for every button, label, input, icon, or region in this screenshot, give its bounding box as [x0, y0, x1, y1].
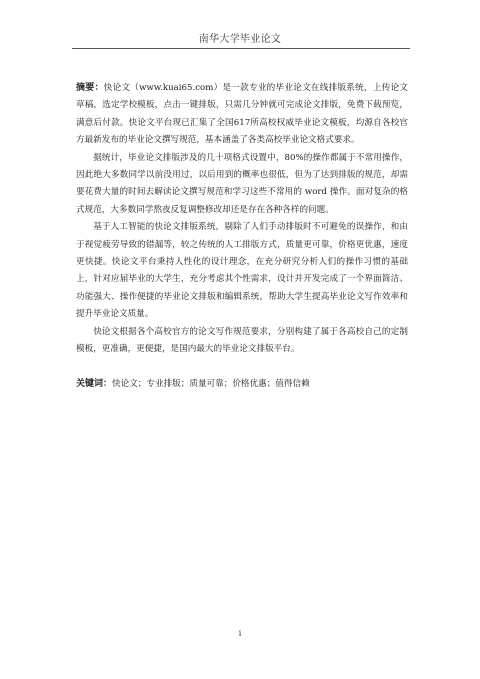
abstract-section	[76, 80, 408, 393]
abstract-paragraph-2: 据统计，毕业论文排版涉及的几十项格式设置中，80%的操作都属于不常用操作，因此绝大多数同学以前没用过，以后用到的概率也很低，但为了达到排版的规范，却需要花费大量的时间去解读论文撰写规范和学习这些不常用的 word 操作。面对复杂的格式规范，大多数同学熬夜反复调整修改却还是存在各种各样的问题。	[76, 152, 408, 215]
abstract-paragraph-1-text: 快论文（www.kuai65.com）是一款专业的毕业论文在线排版系统，上传论文草稿，选定学校模板，点击一键排版，只需几分钟就可完成论文排版，免费下载预览，满意后付款。快论文平台现已汇集了全国617所高校权威毕业论文模板，均源自各校官方最新发布的毕业论文撰写规范，基本涵盖了各类高校毕业论文格式要求。	[76, 83, 408, 146]
page-number: i	[238, 629, 242, 638]
header-divider	[72, 48, 410, 49]
keywords-text: 快论文；专业排版；质量可靠；价格优惠；值得信赖	[112, 378, 310, 389]
keywords-label: 关键词：	[76, 378, 113, 389]
abstract-paragraph-1	[76, 80, 408, 150]
section-spacer	[76, 359, 408, 376]
page-header-title: 南华大学毕业论文	[198, 34, 282, 45]
abstract-paragraph-3: 基于人工智能的快论文排版系统，剔除了人们手动排版时不可避免的误操作，和由于视觉疲劳导致的错漏等，较之传统的人工排版方式，质量更可靠，价格更优惠，速度更快捷。快论文平台秉持人性化的设计理念，在充分研究分析人们的操作习惯的基础上，针对应届毕业的大学生，充分考虑其个性需求，设计并开发完成了一个界面简洁、功能强大、操作便捷的毕业论文排版和编辑系统，帮助大学生提高毕业论文写作效率和提升毕业论文质量。	[76, 222, 408, 320]
keywords-line	[76, 376, 408, 393]
abstract-paragraph-4: 快论文根据各个高校官方的论文写作规范要求，分别构建了属于各高校自己的定制模板，更准确，更便捷，是国内最大的毕业论文排版平台。	[76, 326, 408, 355]
abstract-label: 摘要：	[76, 83, 104, 93]
